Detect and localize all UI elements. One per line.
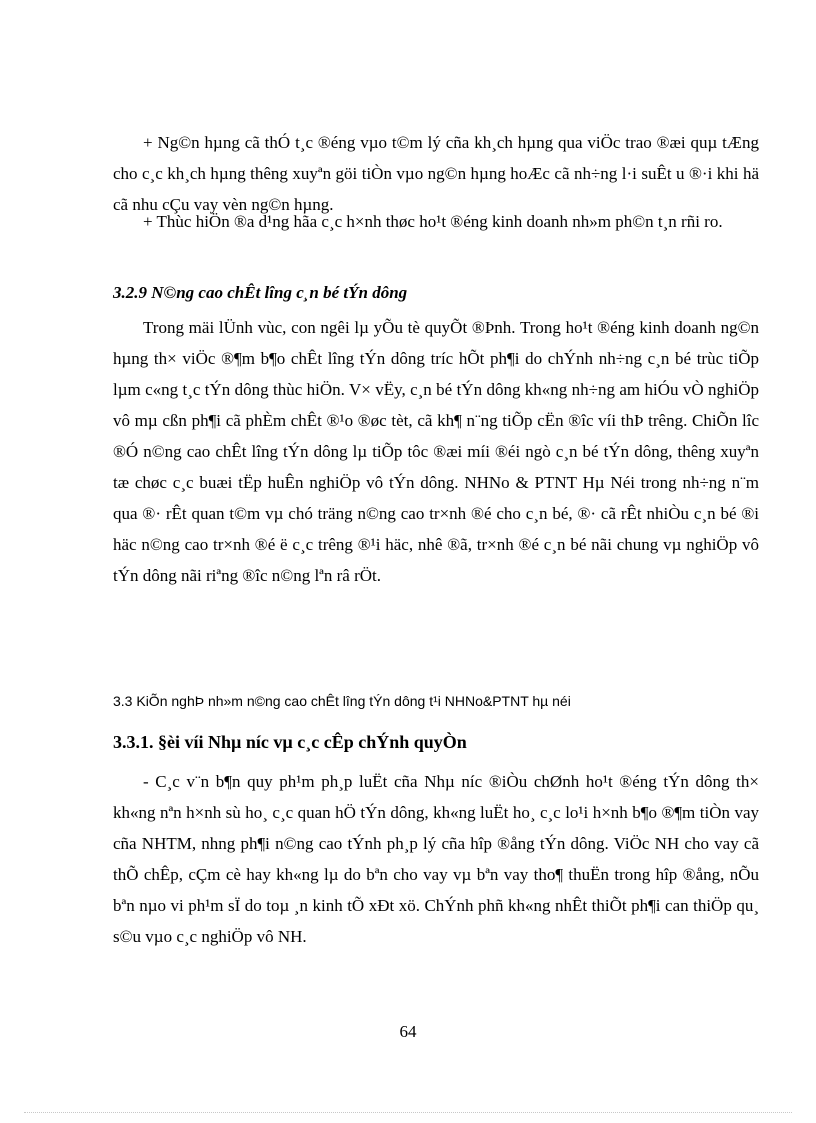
page-number: 64 [399,1022,417,1041]
body-paragraph-legal [113,766,759,952]
section-heading-3-2-9: 3.2.9 N©ng cao chÊt lîng c¸n bé tÝn dông [113,283,408,302]
paragraph-text: + Ng©n hµng cã thÓ t¸c ®éng vµo t©m lý cña kh¸ch hµng qua viÖc trao ®æi quµ tÆng cho c¸c kh¸ch hµng thêng xuyªn göi tiÒn vµo ng©n hµng hoÆc cã nh÷ng l·i suÊt u ®·i khi hä cã nhu cÇu vay vèn ng©n hµng. [113,133,759,214]
section-heading-3-3: 3.3 KiÕn nghÞ nh»m n©ng cao chÊt lîng tÝn dông t¹i NHNo&PTNT hµ néi [113,693,571,709]
body-paragraph-staff [113,312,759,591]
body-paragraph-diversify [113,206,759,237]
paragraph-text: - C¸c v¨n b¶n quy ph¹m ph¸p luËt cña Nhµ níc ®iÒu chØnh ho¹t ®éng tÝn dông th× kh«ng nªn h×nh sù ho¸ c¸c quan hÖ tÝn dông, kh«ng luËt ho¸ c¸c lo¹i h×nh b¶o ®¶m tiÒn vay cña NHTM, nhng ph¶i n©ng cao tÝnh ph¸p lý cña hîp ®ång tÝn dông. ViÖc NH cho vay cã thÕ chÊp, cÇm cè hay kh«ng lµ do bªn cho vay vµ bªn vay tho¶ thuËn trong hîp ®ång, nÕu bªn nµo vi ph¹m sÏ do toµ ¸n kinh tÕ xÐt xö. ChÝnh phñ kh«ng nhÊt thiÕt ph¶i can thiÖp qu¸ s©u vµo c¸c nghiÖp vô NH. [113,772,759,946]
page-bottom-divider [24,1112,792,1113]
paragraph-text: + Thùc hiÖn ®a d¹ng hãa c¸c h×nh thøc ho¹t ®éng kinh doanh nh»m ph©n t¸n rñi ro. [143,212,723,231]
section-heading-3-3-1: 3.3.1. §èi víi Nhµ níc vµ c¸c cÊp chÝnh quyÒn [113,732,467,752]
paragraph-text: Trong mäi lÜnh vùc, con ngêi lµ yÕu tè quyÕt ®Þnh. Trong ho¹t ®éng kinh doanh ng©n hµng th× viÖc ®¶m b¶o chÊt lîng tÝn dông tríc hÕt ph¶i do chÝnh nh÷ng c¸n bé trùc tiÕp lµm c«ng t¸c tÝn dông thùc hiÖn. V× vËy, c¸n bé tÝn dông kh«ng nh÷ng am hiÓu vÒ nghiÖp vô mµ cßn ph¶i cã phÈm chÊt ®¹o ®øc tèt, cã kh¶ n¨ng tiÕp cËn ®îc víi thÞ trêng. ChiÕn lîc ®Ó n©ng cao chÊt lîng tÝn dông lµ tiÕp tôc ®æi míi ®éi ngò c¸n bé tÝn dông, thêng xuyªn tæ chøc c¸c buæi tËp huÊn nghiÖp vô tÝn dông. NHNo & PTNT Hµ Néi trong nh÷ng n¨m qua ®· rÊt quan t©m vµ chó träng n©ng cao tr×nh ®é cho c¸n bé, ®· cã rÊt nhiÒu c¸n bé ®i häc n©ng cao tr×nh ®é ë c¸c trêng ®¹i häc, nhê ®ã, tr×nh ®é c¸n bé nãi chung vµ nghiÖp vô tÝn dông nãi riªng ®îc n©ng lªn râ rÖt. [113,318,759,585]
